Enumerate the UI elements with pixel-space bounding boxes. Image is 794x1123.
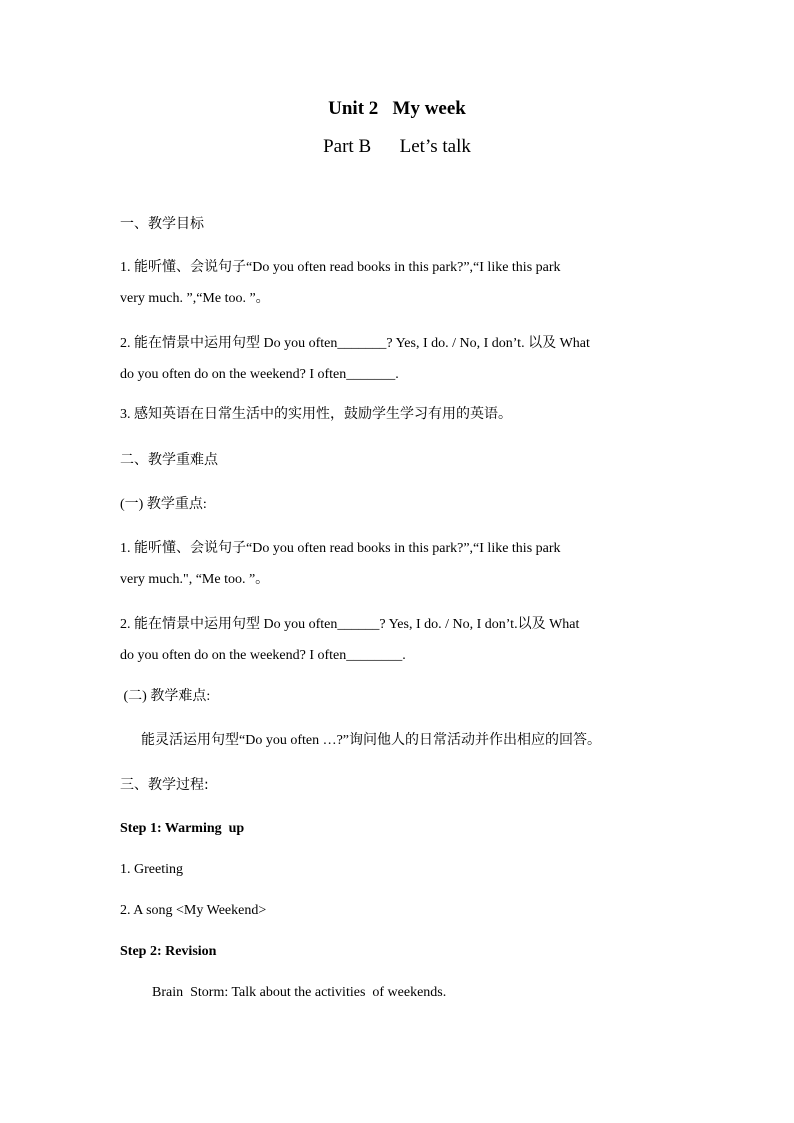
- document-title: Unit 2 My week: [328, 98, 466, 119]
- key-point-2-line-1: 2. 能在情景中运用句型 Do you often______? Yes, I do. / No, I don’t.以及 What: [120, 617, 580, 632]
- key-point-2-line-2: do you often do on the weekend? I often________.: [120, 648, 406, 663]
- step-2-text: Brain Storm: Talk about the activities of weekends.: [152, 985, 447, 1000]
- difficulty-subheading: (二) 教学难点:: [120, 689, 211, 704]
- section-heading-objectives: 一、教学目标: [120, 216, 204, 232]
- section-heading-process: 三、教学过程:: [120, 777, 209, 793]
- key-points-subheading: (一) 教学重点:: [120, 497, 207, 512]
- step-1-title: Step 1: Warming up: [120, 821, 245, 836]
- key-point-1-line-1: 1. 能听懂、会说句子“Do you often read books in this park?”,“I like this park: [120, 541, 561, 556]
- objective-1-line-1: 1. 能听懂、会说句子“Do you often read books in this park?”,“I like this park: [120, 260, 561, 275]
- objective-2-line-1: 2. 能在情景中运用句型 Do you often_______? Yes, I do. / No, I don’t. 以及 What: [120, 336, 590, 351]
- step-2-title: Step 2: Revision: [120, 944, 217, 959]
- step-1-item-2: 2. A song <My Weekend>: [120, 903, 267, 918]
- key-point-1-line-2: very much.", “Me too. ”。: [120, 572, 270, 587]
- difficulty-text: 能灵活运用句型“Do you often …?”询问他人的日常活动并作出相应的回答。: [120, 733, 602, 748]
- objective-3: 3. 感知英语在日常生活中的实用性，鼓励学生学习有用的英语。: [120, 407, 512, 422]
- objective-2-line-2: do you often do on the weekend? I often_______.: [120, 367, 399, 382]
- section-heading-key-points: 二、教学重难点: [120, 452, 218, 468]
- step-1-item-1: 1. Greeting: [120, 862, 183, 877]
- objective-1-line-2: very much. ”,“Me too. ”。: [120, 291, 270, 306]
- document-subtitle: Part B Let’s talk: [323, 136, 471, 157]
